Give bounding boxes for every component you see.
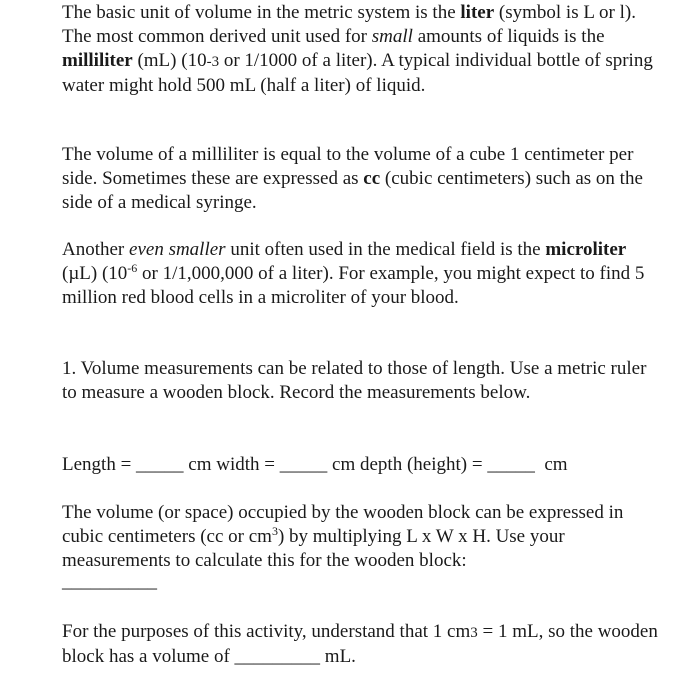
- length-blank[interactable]: _____: [136, 454, 184, 475]
- label-cm: cm: [534, 454, 568, 475]
- exponent-superscript: -6: [127, 261, 138, 275]
- text: The basic unit of volume in the metric system is the: [62, 2, 461, 23]
- label-depth: cm depth (height) =: [327, 454, 488, 475]
- text: The volume of a milliliter is equal to the volume of a cube 1 centimeter per side. Sometimes these are expressed as: [62, 144, 634, 189]
- text: or 1/1000 of a liter). A typical individual bottle of spring water might hold 500 mL (half a liter) of liquid.: [62, 50, 653, 96]
- term-microliter: microliter: [545, 239, 627, 260]
- depth-blank[interactable]: _____: [487, 454, 535, 475]
- exponent-text: -3: [206, 54, 220, 70]
- paragraph-milliliter: [62, 143, 662, 215]
- text: For the purposes of this activity, understand that 1 cm: [62, 621, 471, 642]
- measurement-line: [62, 453, 662, 477]
- text: ) by multiplying L x W x H. Use your measurements to calculate this for the wooden block:: [62, 526, 565, 571]
- label-width: cm width =: [183, 454, 280, 475]
- text: Another: [62, 239, 130, 260]
- text: (symbol is L or l). The most common derived unit used for: [62, 2, 636, 47]
- question-1: 1. Volume measurements can be related to those of length. Use a metric ruler to measure a wooden block. Record the measurements below.: [62, 358, 647, 403]
- width-blank[interactable]: _____: [279, 454, 328, 475]
- exponent-superscript: 3: [271, 524, 278, 538]
- paragraph-microliter: [62, 238, 662, 310]
- text: or 1/1,000,000 of a liter). For example, you might expect to find 5 million red blood cells in a microliter of your blood.: [62, 263, 645, 308]
- text: The volume (or space) occupied by the wooden block can be expressed in cubic centimeters (cc or cm: [62, 502, 624, 547]
- text: (cubic centimeters) such as on the side of a medical syringe.: [62, 168, 643, 213]
- volume-blank[interactable]: __________: [62, 571, 157, 592]
- text: (mL) (10: [132, 50, 207, 71]
- text: = 1 mL, so the wooden block has a volume of: [62, 621, 658, 667]
- text: (µL) (10: [62, 263, 128, 284]
- emphasis-small: small: [371, 26, 413, 47]
- paragraph-liter: [62, 1, 662, 98]
- term-milliliter: milliliter: [62, 50, 133, 71]
- text: mL.: [320, 646, 356, 667]
- term-liter: liter: [460, 2, 495, 23]
- paragraph-volume-calc: [62, 501, 662, 573]
- exponent-text: 3: [470, 625, 478, 641]
- text: unit often used in the medical field is the: [225, 239, 546, 260]
- term-cc: cc: [363, 168, 381, 189]
- label-length: Length =: [62, 454, 137, 475]
- paragraph-conversion: [62, 620, 662, 669]
- emphasis-even-smaller: even smaller: [129, 239, 226, 260]
- ml-blank[interactable]: _________: [234, 646, 321, 667]
- volume-answer-line: [62, 570, 662, 594]
- text: amounts of liquids is the: [412, 26, 605, 47]
